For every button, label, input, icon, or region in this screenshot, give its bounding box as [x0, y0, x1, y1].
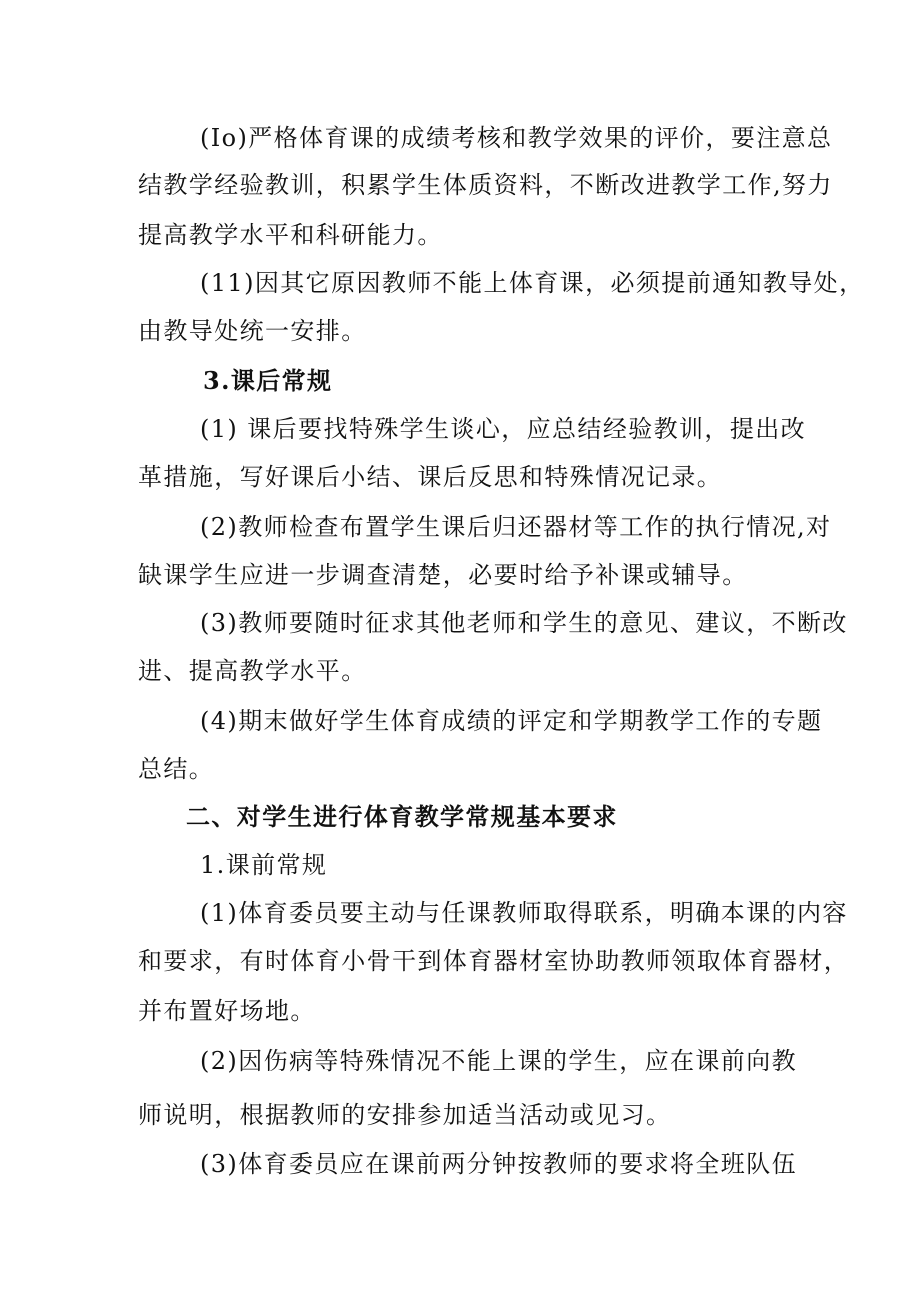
- text-line: 结教学经验教训，积累学生体质资料，不断改进教学工作,努力: [138, 171, 833, 199]
- text-line: (2)教师检查布置学生课后归还器材等工作的执行情况,对: [200, 513, 832, 541]
- text-line: (3)体育委员应在课前两分钟按教师的要求将全班队伍: [200, 1150, 797, 1178]
- subsection-heading: 1.课前常规: [200, 851, 328, 879]
- text-line: 缺课学生应进一步调查清楚，必要时给予补课或辅导。: [138, 561, 748, 589]
- text-line: (Io)严格体育课的成绩考核和教学效果的评价，要注意总: [200, 124, 833, 152]
- text-line: 由教导处统一安排。: [138, 317, 367, 345]
- text-line: (3)教师要随时征求其他老师和学生的意见、建议，不断改: [200, 609, 848, 637]
- text-line: (1) 课后要找特殊学生谈心，应总结经验教训，提出改: [200, 415, 807, 443]
- text-line: 提高教学水平和科研能力。: [138, 221, 443, 249]
- text-line: 和要求，有时体育小骨干到体育器材室协助教师领取体育器材，: [138, 947, 850, 975]
- text-line: 进、提高教学水平。: [138, 657, 367, 685]
- text-line: 总结。: [138, 755, 215, 783]
- text-line: 师说明，根据教师的安排参加适当活动或见习。: [138, 1101, 672, 1129]
- section-heading: 3.课后常规: [203, 366, 333, 395]
- text-line: (11)因其它原因教师不能上体育课，必须提前通知教导处，: [200, 269, 865, 297]
- text-line: (2)因伤病等特殊情况不能上课的学生，应在课前向教: [200, 1047, 797, 1075]
- text-line: 并布置好场地。: [138, 997, 316, 1025]
- text-line: 革措施，写好课后小结、课后反思和特殊情况记录。: [138, 463, 723, 491]
- section-heading: 二、对学生进行体育教学常规基本要求: [186, 802, 618, 831]
- text-line: (4)期末做好学生体育成绩的评定和学期教学工作的专题: [200, 707, 823, 735]
- text-line: (1)体育委员要主动与任课教师取得联系，明确本课的内容: [200, 899, 848, 927]
